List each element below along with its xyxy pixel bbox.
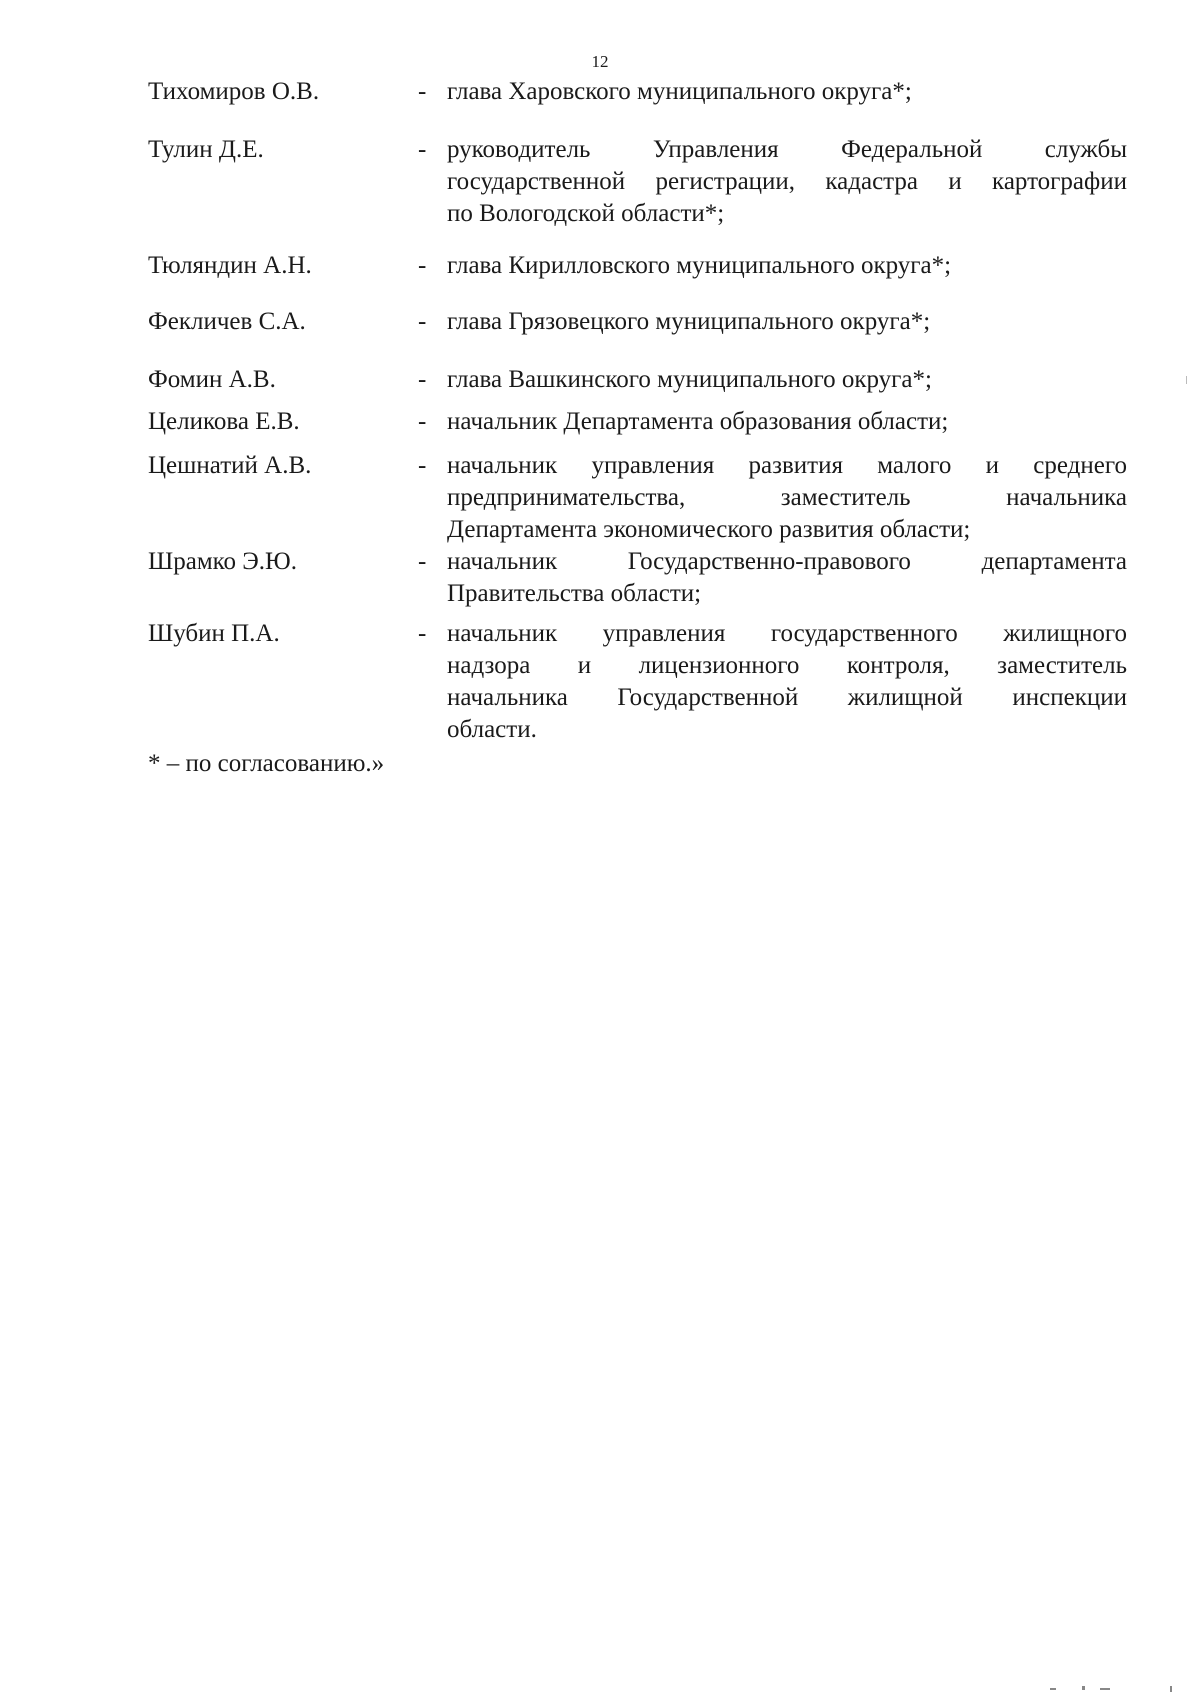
member-dash: - [418,136,427,163]
member-name: Цешнатий А.В. [148,452,312,479]
member-position [447,250,1127,282]
position-line: глава Харовского муниципального округа*; [447,78,912,105]
position-line: Департамента экономического развития области; [447,516,971,543]
position-line: государственной регистрации, кадастра и картографии [447,168,1127,195]
position-line: глава Кирилловского муниципального округа*; [447,252,952,279]
page-number: 12 [591,52,609,71]
member-name: Тулин Д.Е. [148,136,264,163]
position-line: по Вологодской области*; [447,200,725,227]
member-position [447,76,1127,108]
position-line: глава Грязовецкого муниципального округа*; [447,308,931,335]
position-line: глава Вашкинского муниципального округа*; [447,366,932,393]
member-entry [148,546,1128,610]
scan-artifact [1050,1688,1056,1690]
position-line: начальник Государственно-правового департамента [447,548,1127,575]
member-position [447,306,1127,338]
member-dash: - [418,366,427,393]
member-entry [148,76,1128,108]
member-position [447,406,1127,438]
member-entry [148,250,1128,282]
member-dash: - [418,308,427,335]
member-name: Шубин П.А. [148,620,280,647]
member-position [447,134,1127,230]
scan-artifact [1100,1688,1110,1690]
member-entry [148,450,1128,546]
member-name: Тихомиров О.В. [148,78,320,105]
position-line: начальника Государственной жилищной инспекции [447,684,1127,711]
scan-artifact [1082,1686,1085,1690]
member-name: Целикова Е.В. [148,408,300,435]
member-name: Фомин А.В. [148,366,276,393]
member-position [447,618,1127,746]
position-line: надзора и лицензионного контроля, заместитель [447,652,1127,679]
position-line: Правительства области; [447,580,702,607]
position-line: начальник Департамента образования области; [447,408,949,435]
member-name: Шрамко Э.Ю. [148,548,297,575]
position-line: предпринимательства, заместитель начальника [447,484,1127,511]
member-position [447,450,1127,546]
footnote: * – по согласованию.» [148,750,385,777]
member-entry [148,618,1128,746]
member-dash: - [418,452,427,479]
member-dash: - [418,620,427,647]
position-line: начальник управления развития малого и среднего [447,452,1127,479]
member-name: Фекличев С.А. [148,308,306,335]
member-entry [148,134,1128,230]
member-position [447,364,1127,396]
position-line: начальник управления государственного жилищного [447,620,1127,647]
scan-artifact [1170,1686,1172,1692]
member-position [447,546,1127,610]
position-line: руководитель Управления Федеральной службы [447,136,1127,163]
member-dash: - [418,252,427,279]
scan-artifact [1186,376,1187,384]
member-dash: - [418,78,427,105]
member-entry [148,306,1128,338]
member-dash: - [418,408,427,435]
member-entry [148,406,1128,438]
member-dash: - [418,548,427,575]
member-entry [148,364,1128,396]
member-name: Тюляндин А.Н. [148,252,312,279]
position-line: области. [447,716,537,743]
